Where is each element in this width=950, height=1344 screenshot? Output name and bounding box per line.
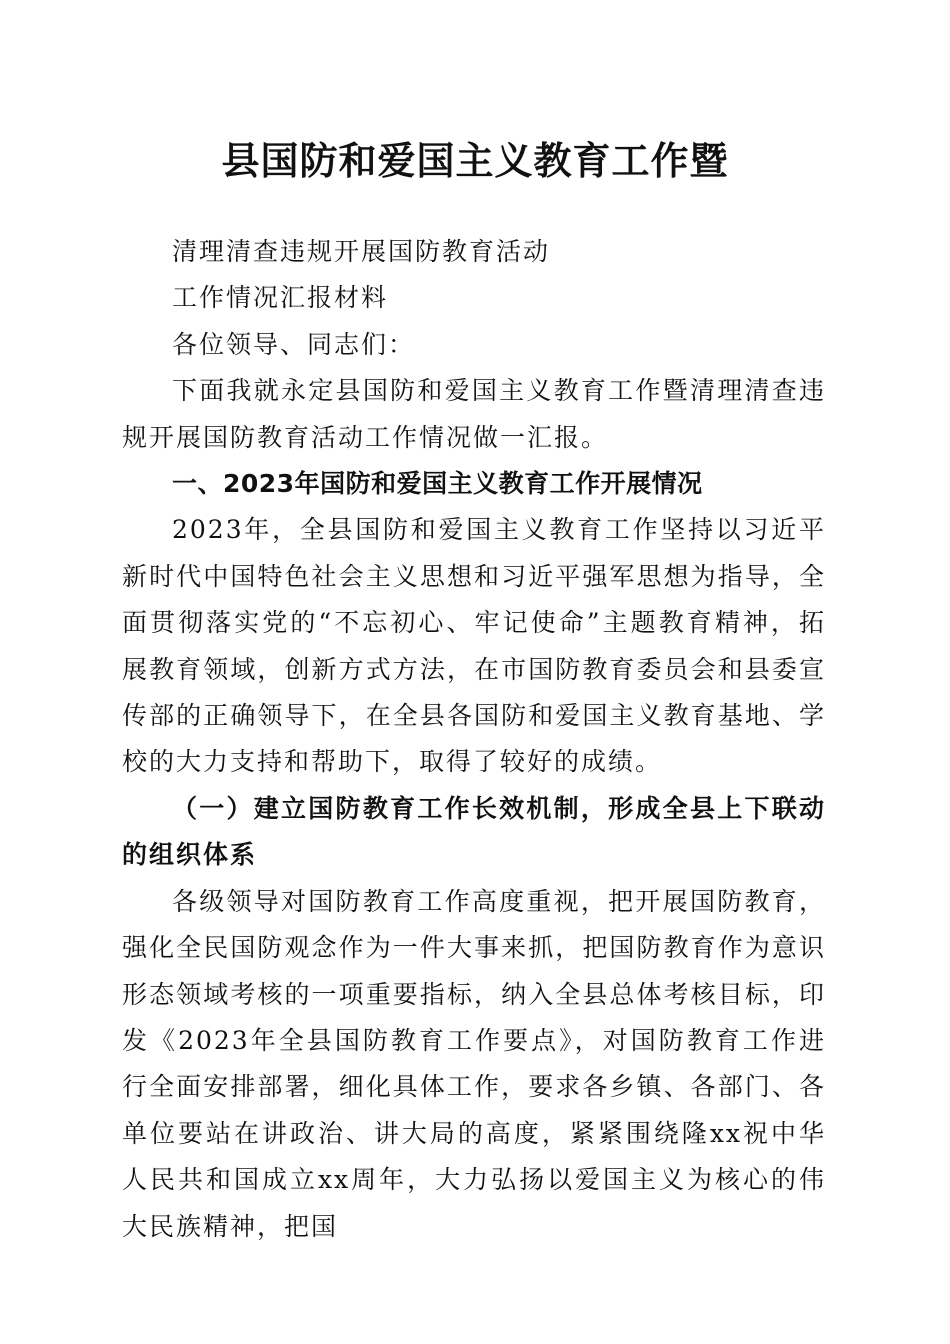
document-body (122, 229, 826, 1250)
section-1-paragraph: 2023年，全县国防和爱国主义教育工作坚持以习近平新时代中国特色社会主义思想和习近平强军思想为指导，全面贯彻落实党的“不忘初心、牢记使命”主题教育精神，拓展教育领域，创新方式方法，在市国防教育委员会和县委宣传部的正确领导下，在全县各国防和爱国主义教育基地、学校的大力支持和帮助下，取得了较好的成绩。 (122, 515, 826, 777)
subtitle-line-1: 清理清查违规开展国防教育活动 (172, 237, 551, 266)
intro-paragraph: 下面我就永定县国防和爱国主义教育工作暨清理清查违规开展国防教育活动工作情况做一汇报。 (122, 376, 826, 452)
subsection-1-heading: （一）建立国防教育工作长效机制，形成全县上下联动的组织体系 (122, 793, 826, 870)
subtitle-line-2: 工作情况汇报材料 (172, 283, 389, 313)
salutation: 各位领导、同志们： (172, 329, 416, 359)
document-title: 县国防和爱国主义教育工作暨 (221, 138, 729, 183)
subsection-1-paragraph: 各级领导对国防教育工作高度重视，把开展国防教育，强化全民国防观念作为一件大事来抓，把国防教育作为意识形态领域考核的一项重要指标，纳入全县总体考核目标，印发《2023年全县国防教育工作要点》，对国防教育工作进行全面安排部署，细化具体工作，要求各乡镇、各部门、各单位要站在讲政治、讲大局的高度，紧紧围绕隆xx祝中华人民共和国成立xx周年，大力弘扬以爱国主义为核心的伟大民族精神，把国 (122, 886, 826, 1241)
section-1-heading: 一、2023年国防和爱国主义教育工作开展情况 (172, 469, 703, 499)
